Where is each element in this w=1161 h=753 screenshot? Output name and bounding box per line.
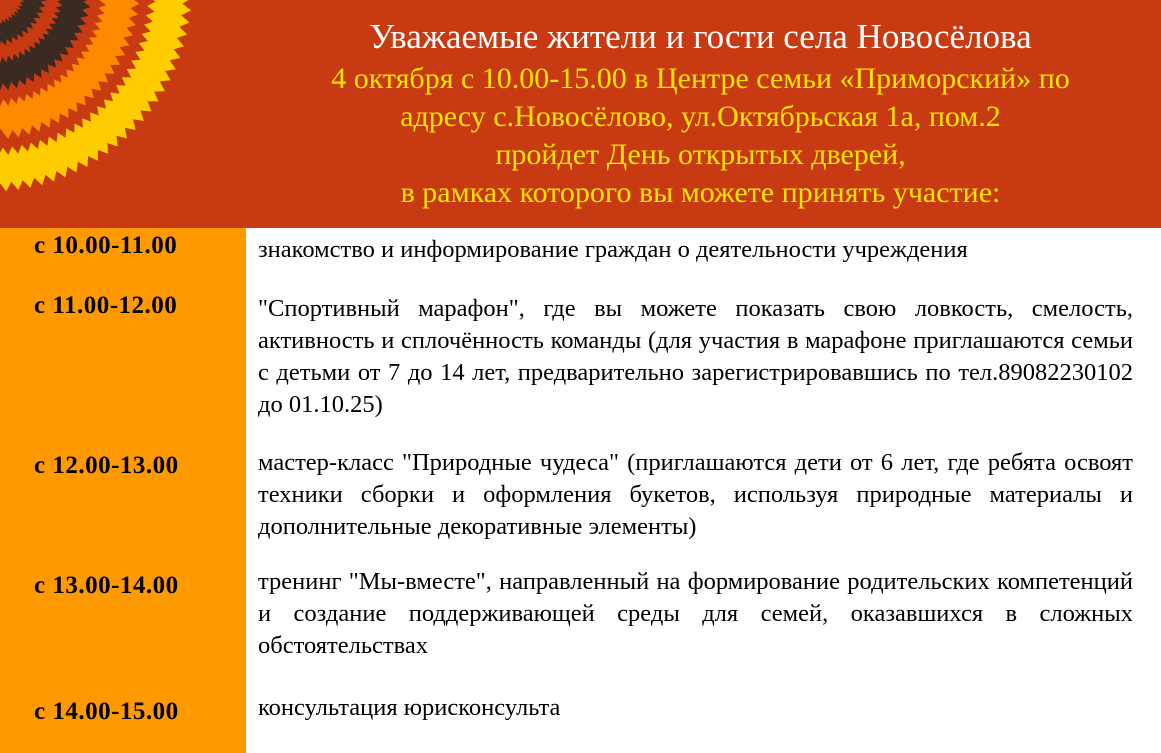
header-text-block: [250, 14, 1151, 212]
header-line: 4 октября с 10.00-15.00 в Центре семьи «Приморский» по: [331, 62, 1070, 95]
schedule-description: "Спортивный марафон", где вы можете показать свою ловкость, смелость, активность и сплочённость команды (для участия в марафоне приглашаются семьи с детьми от 7 до 14 лет, предварительно зарегистрировавшись по тел.89082230102 до 01.10.25): [258, 295, 1133, 418]
header-line: в рамках которого вы можете принять участие:: [400, 176, 1001, 209]
schedule-description: консультация юрисконсульта: [258, 694, 561, 721]
sunburst-decoration: [0, 0, 240, 228]
schedule-description: тренинг "Мы-вместе", направленный на формирование родительских компетенций и создание поддерживающей среды для семей, оказавшихся в сложных обстоятельствах: [258, 568, 1133, 659]
schedule-time: с 10.00-11.00: [34, 232, 178, 259]
schedule-description: знакомство и информирование граждан о деятельности учреждения: [258, 236, 968, 263]
header-banner: [0, 0, 1161, 228]
schedule-time: с 13.00-14.00: [34, 572, 179, 599]
schedule-time: с 11.00-12.00: [34, 292, 178, 319]
schedule-description: мастер-класс "Природные чудеса" (приглашаются дети от 6 лет, где ребята освоят техники сборки и оформления букетов, используя природные материалы и дополнительные декоративные элементы): [258, 449, 1133, 540]
header-line: адресу с.Новосёлово, ул.Октябрьская 1а, пом.2: [400, 100, 1001, 133]
header-title: Уважаемые жители и гости села Новосёлова: [369, 17, 1032, 56]
schedule-time: с 12.00-13.00: [34, 452, 179, 479]
schedule-time: с 14.00-15.00: [34, 698, 179, 725]
header-line: пройдет День открытых дверей,: [495, 138, 906, 171]
